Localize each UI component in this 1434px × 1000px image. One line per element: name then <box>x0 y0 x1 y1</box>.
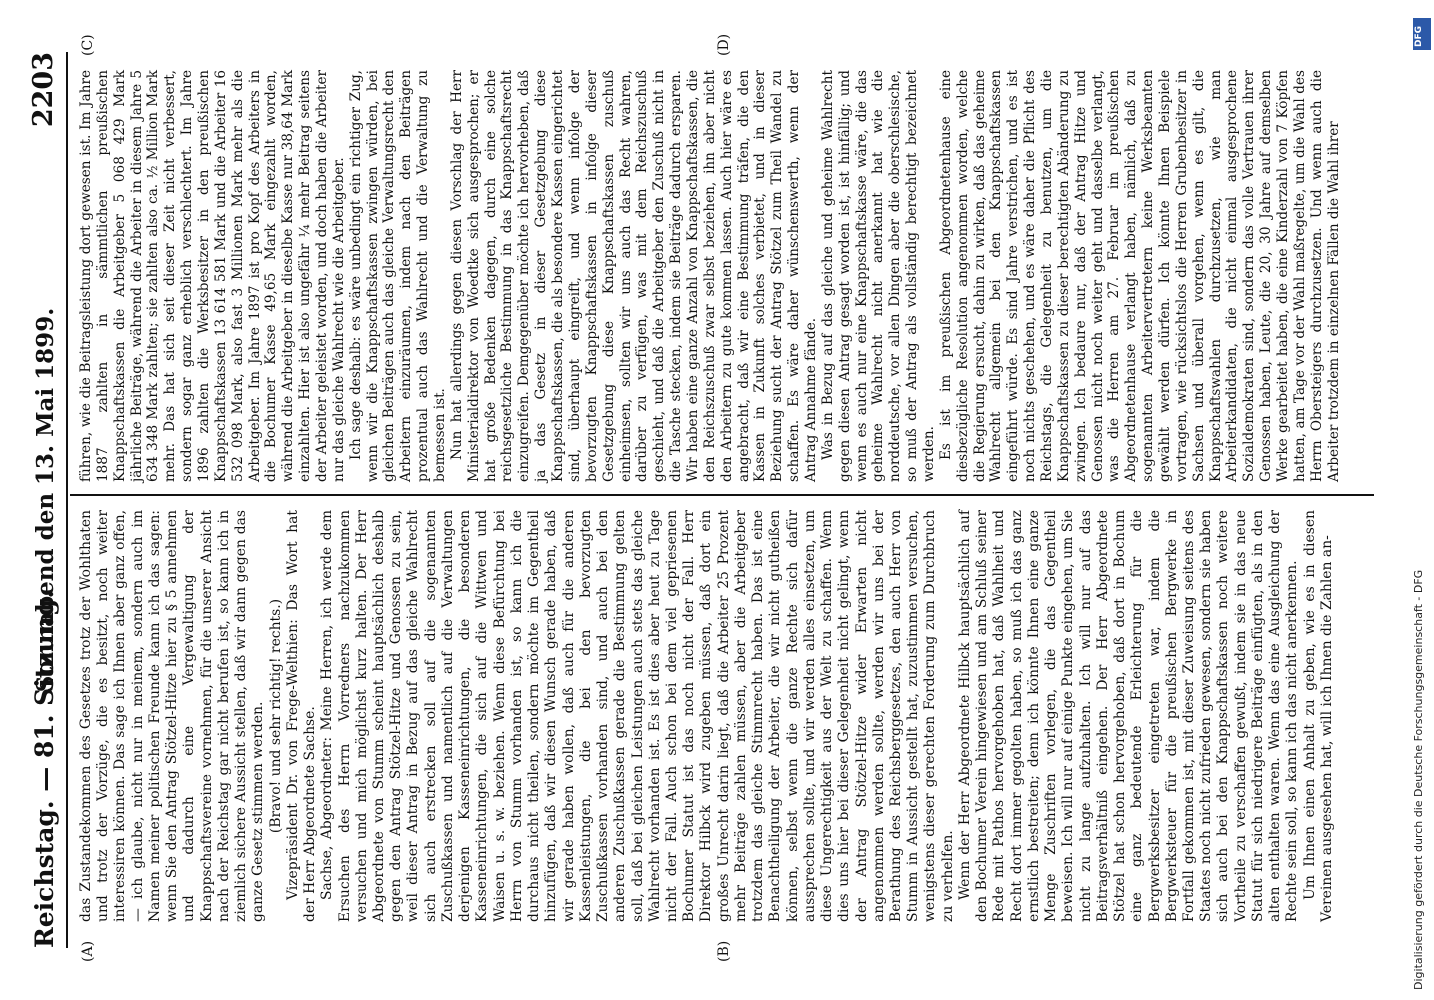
page-number: 2203 <box>28 52 59 128</box>
header-session: Reichstag. — 81. Sitzung. <box>30 589 59 948</box>
digitization-note: Digitalisierung gefördert durch die Deutsche Forschungsgemeinschaft - DFG <box>1412 569 1425 990</box>
digitization-stamp <box>1412 10 1432 990</box>
margin-mark-c: (C) <box>80 34 96 56</box>
header-date: Sonnabend den 13. Mai 1899. <box>32 307 59 693</box>
paragraph: Vizepräsident Dr. von Frege-Welthien: Das Wort hat der Herr Abgeordnete Sachse. <box>284 510 319 922</box>
interjection: (Bravo! und sehr richtig! rechts.) <box>267 598 284 834</box>
margin-mark-d: (D) <box>716 33 732 56</box>
paragraph: führen, wie die Beitragsleistung dort gewesen ist. Im Jahre 1887 zahlten in sämmtlichen preußischen Knappschaftskassen die Arbeitgeber 5 068 429 Mark jährliche Beiträge, während die Arbeiter in diesem Jahre 5 634 348 Mark zahlten; sie zahlten also ca. ½ Million Mark mehr. Das hat sich seit dieser Zeit nicht verbessert, sondern sogar ganz erheblich verschlechtert. Im Jahre 1896 zahlten die Werksbesitzer in den preußischen Knappschaftskassen 13 614 581 Mark und die Arbeiter 16 532 098 Mark, also fast 3 Millionen Mark mehr als die Arbeitgeber. Im Jahre 1897 ist pro Kopf des Arbeiters in die Bochumer Kasse 49,65 Mark eingezahlt worden, während die Arbeitgeber in dieselbe Kasse nur 38,64 Mark einzahlten. Hier ist also ungefähr ¼ mehr Beitrag seitens der Arbeiter geleistet worden, und doch haben die Arbeiter nur das gleiche Wahlrecht wie die Arbeitgeber. <box>78 70 347 482</box>
paragraph: Sachse, Abgeordneter: Meine Herren, ich werde dem Ersuchen des Herrn Vorredners nachzukommen versuchen und mich möglichst kurz halten. Der Herr Abgeordnete von Stumm scheint hauptsächlich deshalb gegen den Antrag Stötzel-Hitze und Genossen zu sein, weil dieser Antrag in Bezug auf das gleiche Wahlrecht sich auch erstrecken soll auf die sogenannten Zuschußkassen und namentlich auf die Verwaltungen derjenigen Kasseneinrichtungen, die besonderen Kasseneinrichtungen, die sich auf die Wittwen und Waisen u. s. w. beziehen. Wenn diese Befürchtung bei Herrn von Stumm vorhanden ist, so kann ich die durchaus nicht theilen, sondern möchte im Gegentheil hinzufügen, daß wir diesen Wunsch gerade haben, daß wir gerade haben wollen, daß auch für die anderen Kassenleistungen, die bei den bevorzugten Zuschußkassen vorhanden sind, und auch bei den anderen Zuschußkassen gerade die Bestimmung gelten soll, daß bei gleichen Leistungen auch stets das gleiche Wahlrecht vorhanden ist. Es ist dies aber heut zu Tage nicht der Fall. Auch schon bei dem viel gepriesenen Bochumer Statut ist das noch nicht der Fall. Herr Direktor Hilbck wird zugeben müssen, daß dort ein großes Unrecht darin liegt, daß die Arbeiter 25 Prozent mehr Beiträge zahlen müssen, aber die Arbeitgeber trotzdem das gleiche Stimmrecht haben. Das ist eine Benachtheiligung der Arbeiter, die wir nicht gutheißen können, selbst wenn die ganze Rechte sich dafür aussprechen sollte, und wir werden alles einsetzen, um diese Ungerechtigkeit aus der Welt zu schaffen. Wenn dies uns hier bei dieser Gelegenheit nicht gelingt, wenn der Antrag Stötzel-Hitze wider Erwarten nicht angenommen werden sollte, werden wir uns bei der Berathung des Reichsberggesetzes, den auch Herr von Stumm in Aussicht gestellt hat, zuzustimmen versuchen, wenigstens dieser gerechten Forderung zum Durchbruch zu verhelfen. <box>319 510 956 922</box>
paragraph: Es ist im preußischen Abgeordnetenhause eine diesbezügliche Resolution angenommen worden, welche die Regierung ersucht, dahin zu wirken, daß das geheime Wahlrecht allgemein bei den Knappschaftskassen eingeführt würde. Es sind Jahre verstrichen, und es ist noch nichts geschehen, und es wäre daher die Pflicht des Reichstags, die Gelegenheit zu benutzen, um die Knappschaftskassen zu dieser berechtigten Abänderung zu zwingen. Ich bedaure nur, daß der Antrag Hitze und Genossen nicht noch weiter geht und dasselbe verlangt, was die Herren am 27. Februar im preußischen Abgeordnetenhause verlangt haben, nämlich, daß zu sogenannten Arbeitervertretern keine Werksbeamten gewählt werden dürfen. Ich könnte Ihnen Beispiele vortragen, wie rücksichtslos die Herren Grubenbesitzer in Sachsen und überall vorgehen, wenn es gilt, die Knappschaftswahlen durchzusetzen, wie man Arbeiterkandidaten, die nicht einmal ausgesprochene Sozialdemokraten sind, sondern das volle Vertrauen ihrer Genossen haben, Leute, die 20, 30 Jahre auf demselben Werke gearbeitet haben, die eine Kinderzahl von 7 Köpfen hatten, am Tage vor der Wahl maßregelte, um die Wahl des Herrn Obersteigers durchzusetzen. Und wenn auch die Arbeiter trotzdem in einzelnen Fällen die Wahl ihrer <box>937 70 1342 482</box>
paragraph: Was in Bezug auf das gleiche und geheime Wahlrecht gegen diesen Antrag gesagt worden ist, ist hinfällig; und wenn es auch nur eine Knappschaftskasse wäre, die das geheime Wahlrecht nicht anerkannt hat wie die norddeutsche, vor allen Dingen aber die oberschlesische, so muß der Antrag als vollständig berechtigt bezeichnet werden. <box>819 70 937 482</box>
column-divider <box>70 494 1374 496</box>
margin-mark-b: (B) <box>716 940 732 962</box>
right-column <box>78 70 1374 482</box>
paragraph: Nun hat allerdings gegen diesen Vorschlag der Herr Ministerialdirektor von Woedtke sich ausgesprochen; er hat große Bedenken dagegen, durch eine solche reichsgesetzliche Bestimmung in das Knappschaftsrecht einzugreifen. Demgegenüber möchte ich hervorheben, daß ja das Gesetz in dieser Gesetzgebung diese Knappschaftskassen, die als besondere Kassen eingerichtet sind, überhaupt eingreift, und wenn infolge der bevorzugten Knappschaftskassen in infolge dieser Gesetzgebung diese Knappschaftskassen zuschuß einheimsen, sollten wir uns auch das Recht wahren, darüber zu verfügen, was mit dem Reichszuschuß geschieht, und daß die Arbeitgeber den Zuschuß nicht in die Tasche stecken, indem sie Beiträge dadurch ersparen. Wir haben eine ganze Anzahl von Knappschaftskassen, die den Reichszuschuß zwar selbst beziehen, ihn aber nicht den Arbeitern zu gute kommen lassen. Auch hier wäre es angebracht, daß wir eine Bestimmung träfen, die den Kassen in Zukunft solches verbietet, und in dieser Beziehung sucht der Antrag Stötzel zum Theil Wandel zu schaffen. Es wäre daher wünschenswerth, wenn der Antrag Annahme fände. <box>448 70 819 482</box>
paragraph: Um Ihnen einen Anhalt zu geben, wie es in diesen Vereinen ausgesehen hat, will ich Ihnen die Zahlen an- <box>1301 510 1335 922</box>
margin-mark-a: (A) <box>80 940 96 962</box>
paragraph: Ich sage deshalb: es wäre unbedingt ein richtiger Zug, wenn wir die Knappschaftskassen zwingen würden, bei gleichen Beiträgen auch das gleiche Verwaltungsrecht den Arbeitern einzuräumen, indem nach den Beiträgen prozentual auch das Wahlrecht und die Verwaltung zu bemessen ist. <box>347 70 449 482</box>
dfg-logo-text: DFG <box>1414 25 1424 47</box>
paragraph: das Zustandekommen des Gesetzes trotz der Wohlthaten und trotz der Vorzüge, die es besitzt, noch weiter interessiren können. Das sage ich Ihnen aber ganz offen, — ich glaube, nicht nur in meinem, sondern auch im Namen meiner politischen Freunde kann ich das sagen: wenn Sie den Antrag Stötzel-Hitze hier zu § 5 annehmen und dadurch eine Vergewaltigung der Knappschaftsvereine vornehmen, für die unserer Ansicht nach der Reichstag gar nicht berufen ist, so kann ich in ziemlich sichere Aussicht stellen, daß wir dann gegen das ganze Gesetz stimmen werden. <box>78 510 267 922</box>
page-header <box>26 52 68 948</box>
left-column <box>78 510 1374 922</box>
paragraph: Wenn der Herr Abgeordnete Hilbck hauptsächlich auf den Bochumer Verein hingewiesen und am Schluß seiner Rede mit Pathos hervorgehoben hat, daß Wahlheit und Recht dort immer gegolten haben, so muß ich das ganz ernstlich bestreiten; denn ich könnte Ihnen eine ganze Menge Zuschriften vorlegen, die das Gegentheil beweisen. Ich will nur auf einige Punkte eingehen, um Sie nicht zu lange aufzuhalten. Ich will nur auf das Beitragsverhältniß eingehen. Der Herr Abgeordnete Stötzel hat schon hervorgehoben, daß dort in Bochum eine ganz bedeutende Erleichterung für die Bergwerksbesitzer eingetreten war, indem die Bergwerksteuer für die preußischen Bergwerke in Fortfall gekommen ist, mit dieser Zuweisung seitens des Staates noch nicht zufrieden gewesen, sondern sie haben sich auch bei den Knappschaftskassen noch weitere Vortheile zu verschaffen gewußt, indem sie in das neue Statut für sich niedrigere Beiträge einfügten, als in den alten enthalten waren. Wenn das eine Ausgleichung der Rechte sein soll, so kann ich das nicht anerkennen. <box>956 510 1301 922</box>
